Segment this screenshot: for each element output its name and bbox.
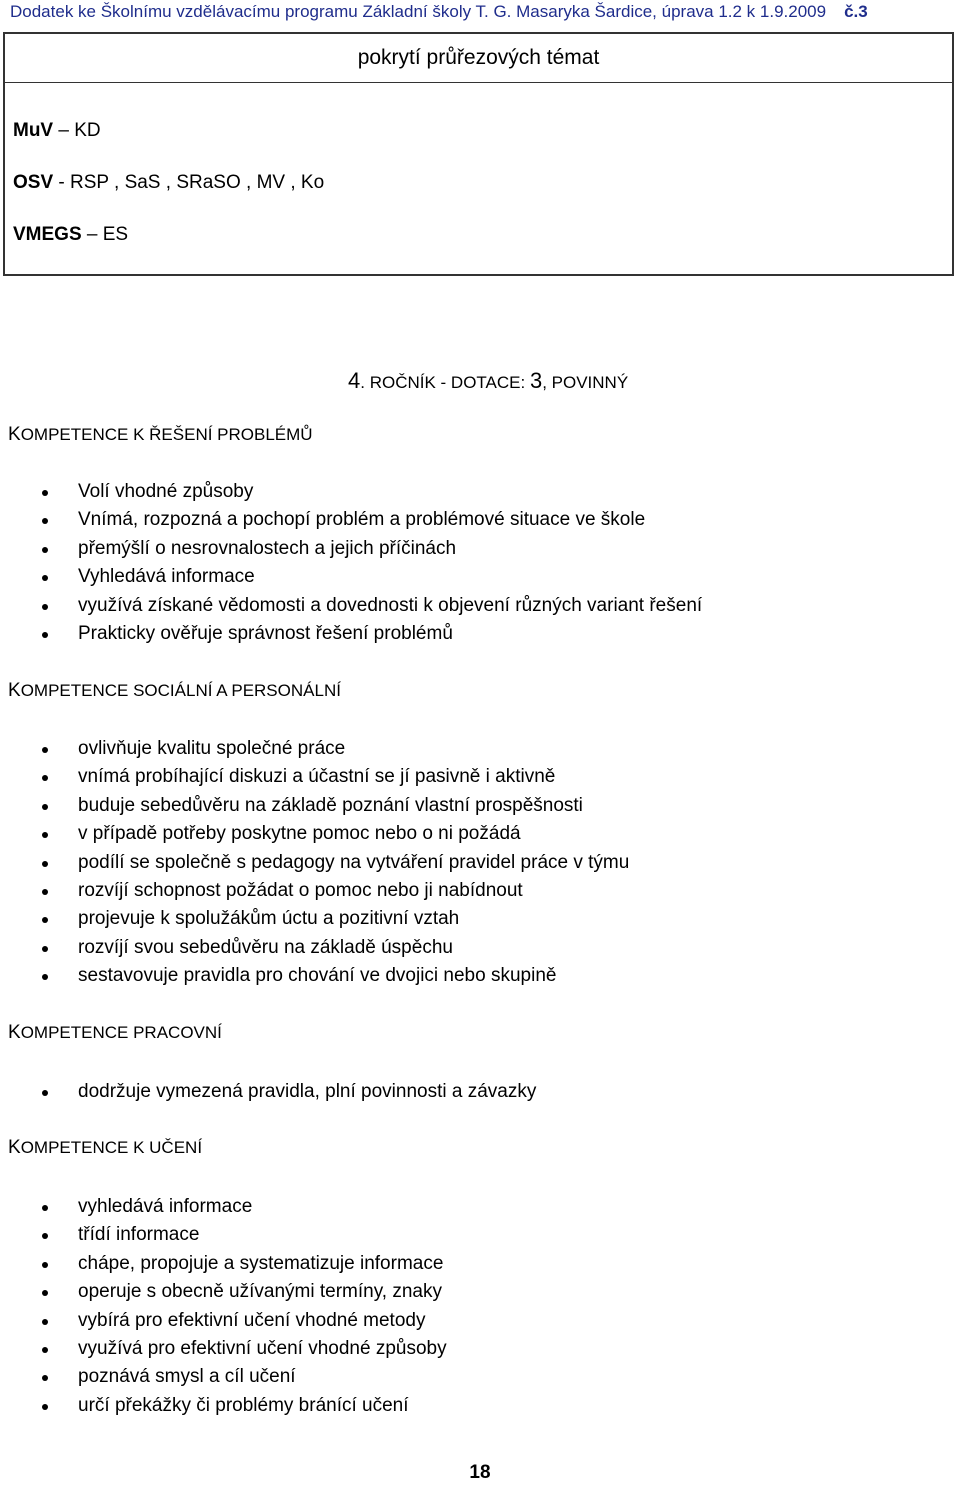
list-item: využívá pro efektivní učení vhodné způsoby <box>0 1335 447 1363</box>
list-item: třídí informace <box>0 1221 447 1249</box>
list-item: poznává smysl a cíl učení <box>0 1363 447 1391</box>
list-social <box>0 735 629 991</box>
list-item: v případě potřeby poskytne pomoc nebo o ni požádá <box>0 820 629 848</box>
section-heading-learning: KOMPETENCE K UČENÍ <box>8 1137 203 1158</box>
list-work <box>0 1078 536 1106</box>
list-item: operuje s obecně užívanými termíny, znaky <box>0 1278 447 1306</box>
list-item: projevuje k spolužákům úctu a pozitivní vztah <box>0 905 629 933</box>
list-item: chápe, propojuje a systematizuje informace <box>0 1250 447 1278</box>
header-text: Dodatek ke Školnímu vzdělávacímu programu Základní školy T. G. Masaryka Šardice, úprava 1.2 k 1.9.2009 <box>10 2 827 21</box>
list-item: vnímá probíhající diskuzi a účastní se jí pasivně i aktivně <box>0 763 629 791</box>
list-item: určí překážky či problémy bránící učení <box>0 1392 447 1420</box>
list-item: podílí se společně s pedagogy na vytváření pravidel práce v týmu <box>0 849 629 877</box>
list-learning <box>0 1193 447 1420</box>
list-item: sestavovuje pravidla pro chování ve dvojici nebo skupině <box>0 962 629 990</box>
list-item: Vyhledává informace <box>0 563 702 591</box>
list-item: přemýšlí o nesrovnalostech a jejich příčinách <box>0 535 702 563</box>
document-header <box>10 2 868 22</box>
list-item: vybírá pro efektivní učení vhodné metody <box>0 1307 447 1335</box>
coverage-line: OSV - RSP , SaS , SRaSO , MV , Ko <box>13 172 325 193</box>
coverage-line: MuV – KD <box>13 120 101 141</box>
coverage-line: VMEGS – ES <box>13 224 129 245</box>
list-item: ovlivňuje kvalitu společné práce <box>0 735 629 763</box>
list-item: Prakticky ověřuje správnost řešení problémů <box>0 620 702 648</box>
section-heading-problem-solving: KOMPETENCE K ŘEŠENÍ PROBLÉMŮ <box>8 424 313 445</box>
coverage-box-title: pokrytí průřezových témat <box>5 34 952 83</box>
list-item: využívá získané vědomosti a dovednosti k objevení různých variant řešení <box>0 592 702 620</box>
list-item: Volí vhodné způsoby <box>0 478 702 506</box>
list-item: rozvíjí svou sebedůvěru na základě úspěchu <box>0 934 629 962</box>
list-problem-solving <box>0 478 702 648</box>
section-heading-social: KOMPETENCE SOCIÁLNÍ A PERSONÁLNÍ <box>8 680 341 701</box>
list-item: rozvíjí schopnost požádat o pomoc nebo ji nabídnout <box>0 877 629 905</box>
list-item: vyhledává informace <box>0 1193 447 1221</box>
list-item: buduje sebedůvěru na základě poznání vlastní prospěšnosti <box>0 792 629 820</box>
section-heading-work: KOMPETENCE PRACOVNÍ <box>8 1022 222 1043</box>
coverage-box <box>3 32 954 276</box>
grade-heading: 4. ROČNÍK - DOTACE: 3, POVINNÝ <box>348 368 629 393</box>
list-item: dodržuje vymezená pravidla, plní povinnosti a závazky <box>0 1078 536 1106</box>
list-item: Vnímá, rozpozná a pochopí problém a problémové situace ve škole <box>0 506 702 534</box>
header-number: č.3 <box>844 2 868 21</box>
page-number: 18 <box>469 1462 491 1483</box>
